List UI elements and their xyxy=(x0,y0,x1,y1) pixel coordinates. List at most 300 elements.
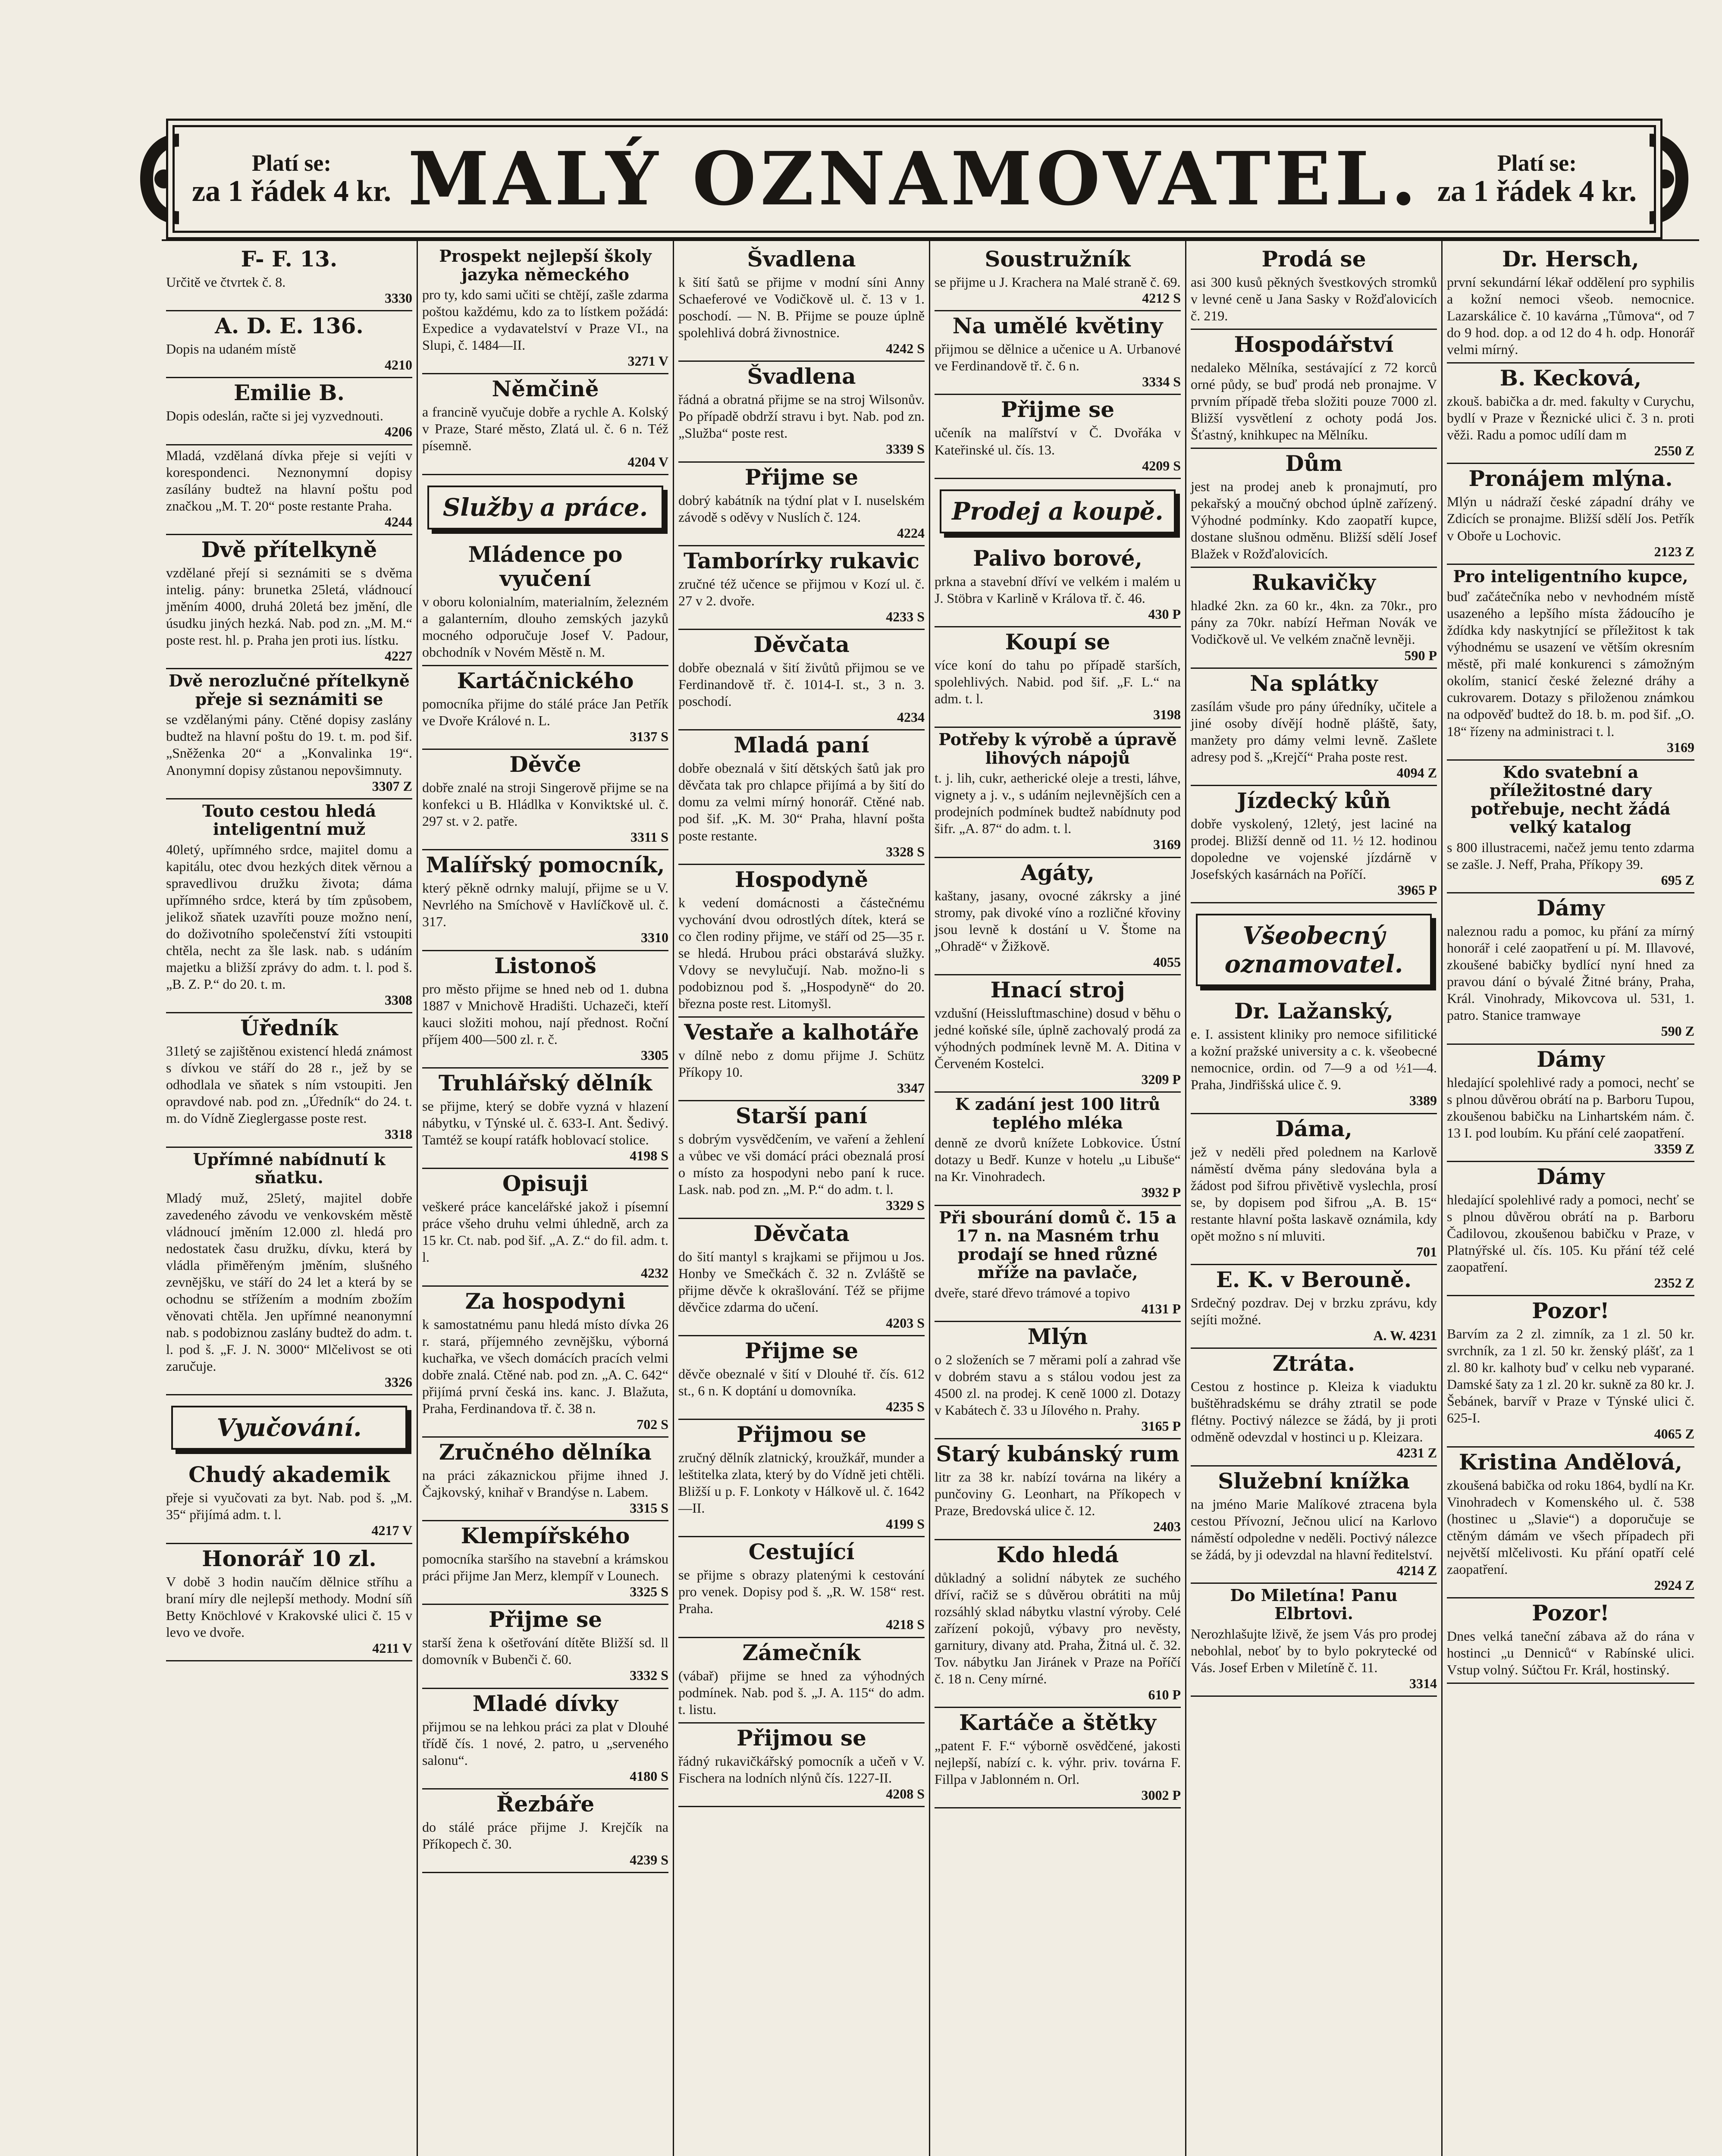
classified-ad xyxy=(166,1148,412,1396)
ad-body: se přijme, který se dobře vyzná v hlazení nábytku, v Týnské ul. č. 633-I. Ant. Šedivý. Tamtéž se koupí ratáfk hoblovací stolice. xyxy=(422,1098,668,1147)
ad-columns xyxy=(162,239,1699,2156)
classified-ad xyxy=(166,378,412,445)
ad-code: 4211 V xyxy=(372,1640,412,1656)
classified-ad xyxy=(1447,1162,1694,1296)
ad-code: 4210 xyxy=(385,357,412,373)
classified-ad xyxy=(935,1322,1181,1439)
ad-body: k šití šatů se přijme v modní síni Anny Schaeferové ve Vodičkově ul. č. 13 v 1. poschodí. — N. B. Přijme se pouze úplně spolehlivá dobrá živnostnice. xyxy=(678,274,925,341)
ad-heading: Jízdecký kůň xyxy=(1237,788,1391,813)
classified-ad xyxy=(166,445,412,535)
ad-body: e. I. assistent kliniky pro nemoce sifilitické a kožní pražské university a c. k. všeobecné nemocnice, ordin. od 7—9 a od ½1—4. Praha, Jindřišská ulice č. 9. xyxy=(1191,1026,1437,1093)
classified-ad xyxy=(1447,565,1694,761)
classified-ad xyxy=(1447,1296,1694,1447)
ad-heading: Klempířského xyxy=(461,1523,630,1549)
ad-body: o 2 složeních se 7 měrami polí a zahrad vše v dobrém stavu a s stálou vodou jest za 4500 zl. na prodej. K ceně 1000 zl. Dotazy v Kabátech č. 33 u Jílového n. Prahy. xyxy=(935,1352,1181,1418)
ad-heading: Mladé dívky xyxy=(472,1690,618,1716)
ad-heading: Mladá paní xyxy=(734,732,869,758)
ad-code: 4209 S xyxy=(1142,458,1181,473)
rate-left-line2: za 1 řádek 4 kr. xyxy=(192,174,392,208)
ad-heading: Úředník xyxy=(240,1015,338,1041)
ad-code: 4224 xyxy=(897,525,925,541)
ad-code: 3271 V xyxy=(627,353,668,369)
rate-left-line1: Platí se: xyxy=(251,150,332,176)
classified-ad xyxy=(422,1069,668,1169)
ad-code: 3314 xyxy=(1409,1676,1437,1692)
ad-body: se vzdělanými pány. Ctěné dopisy zaslány budtež na hlavní poštu do 19. t. m. pod šif. „Sněženka 20“ a „Konvalinka 19“. Anonymní dopisy zůstanou nepovšimnuty. xyxy=(166,711,412,778)
ad-code: 4199 S xyxy=(886,1516,925,1532)
classified-ad xyxy=(166,669,412,799)
ad-heading: Listonoš xyxy=(494,953,596,978)
ad-body: v oboru kolonialním, materialním, železném a galanterním, dlouho zemských jazyků mocného odporučuje Josef V. Padour, obchodník v Novém Městě n. M. xyxy=(422,593,668,660)
ad-code: 4217 V xyxy=(371,1523,412,1539)
classified-ad xyxy=(935,728,1181,858)
ad-heading: Pro inteligentního kupce, xyxy=(1453,566,1688,586)
ad-heading: Dům xyxy=(1285,451,1342,476)
ad-body: (vábař) přijme se hned za výhodných podmínek. Nab. pod š. „J. A. 115“ do adm. t. listu. xyxy=(678,1667,925,1717)
ad-code: 4227 xyxy=(385,648,412,664)
ad-heading: Hospodářství xyxy=(1234,332,1394,357)
classified-ad xyxy=(422,1521,668,1605)
classified-ad xyxy=(678,1336,925,1420)
classified-ad xyxy=(422,1605,668,1689)
ad-code: 4214 Z xyxy=(1396,1562,1437,1578)
ad-code: 4065 Z xyxy=(1654,1426,1694,1442)
ad-body: s dobrým vysvědčením, ve vaření a žehlení a vůbec ve vši domácí práci obeznalá prosí o místo za hospodyni nebo paní k ruce. Lask. nab. pod zn. „M. P.“ do adm. t. l. xyxy=(678,1131,925,1197)
column-4 xyxy=(930,241,1186,2156)
ad-body: jest na prodej aneb k pronajmutí, pro pekařský a moučný obchod úplně zařízený. Výhodné podmínky. Kdo zaopatří kupce, dostane slušnou odměnu. Bližší sdělí Josef Blažek v Rožďalovicích. xyxy=(1191,479,1437,562)
ad-heading: Honorář 10 zl. xyxy=(202,1545,376,1571)
classified-ad xyxy=(935,975,1181,1093)
ad-code: 4206 xyxy=(385,424,412,440)
column-6 xyxy=(1443,241,1699,2156)
classified-ad xyxy=(166,1460,412,1544)
ad-body: děvče obeznalé v šití v Dlouhé tř. čís. 612 st., 6 n. K doptání u domovníka. xyxy=(678,1366,925,1398)
ad-code: 695 Z xyxy=(1661,872,1694,888)
section-heading: Prodej a koupě. xyxy=(940,489,1176,533)
ad-code: 4232 xyxy=(641,1265,668,1281)
ad-code: 3165 P xyxy=(1141,1418,1181,1434)
classified-ad xyxy=(678,362,925,462)
ad-code: 3339 S xyxy=(886,441,925,457)
ad-code: 3359 Z xyxy=(1654,1141,1694,1156)
ad-body: zkoušená babička od roku 1864, bydlí na Kr. Vinohradech v Komenského ul. č. 538 (hostinec u „Slavie“) a doporučuje se ctěným dámám ve všech případech při největší mlčelivosti. Ku přání opatří celé zaopatření. xyxy=(1447,1477,1694,1577)
ad-body: pomocníka přijme do stálé práce Jan Petřík ve Dvoře Králové n. L. xyxy=(422,696,668,728)
ad-code: 590 P xyxy=(1404,647,1437,663)
ad-body: Mladá, vzdělaná dívka přeje si vejíti v korespondenci. Neznonymní dopisy zasílány budtež na hlavní poštu pod značkou „M. T. 20“ poste restante Praha. xyxy=(166,447,412,514)
ad-body: V době 3 hodin naučím dělnice stříhu a braní míry dle nejlepší methody. Modní síň Betty Knöchlové v Krakovské ulici č. 15 v levo ve dvoře. xyxy=(166,1573,412,1640)
ad-heading: Hnací stroj xyxy=(990,977,1125,1003)
ad-body: buď začátečníka nebo v nevhodném místě usazeného a lepšího místa žádoucího je ždídka kdy naskytnjící se příležitost k tak výhodnému se usazení ve větším okresním městě, při malé konkurenci s zámožným okolím, stanicí české železné dráhy a cukrovarem. Dotazy s přiloženou známkou na odpověď budtež do 18. b. m. pod šif. „O. 18“ řízeny na administraci t. l. xyxy=(1447,589,1694,739)
classified-ad xyxy=(678,1537,925,1638)
classified-ad xyxy=(422,951,668,1069)
ad-heading: Starý kubánský rum xyxy=(936,1441,1179,1467)
ad-body: Srdečný pozdrav. Dej v brzku zprávu, kdy sejíti možné. xyxy=(1191,1295,1437,1328)
ad-code: 702 S xyxy=(637,1416,668,1432)
ad-heading: Pronájem mlýna. xyxy=(1468,466,1673,492)
classified-ad xyxy=(678,630,925,730)
ad-body: Mlýn u nádraží české západní dráhy ve Zdicích se pronajme. Bližší sdělí Jos. Petřík v Oboře u Lochovic. xyxy=(1447,494,1694,543)
ad-code: 3334 S xyxy=(1142,374,1181,390)
ad-heading: Dámy xyxy=(1537,1163,1605,1189)
classified-ad xyxy=(935,244,1181,311)
ad-heading: Potřeby k výrobě a úpravě lihových nápojů xyxy=(938,730,1177,768)
ad-body: zasílám všude pro pány úředníky, učitele a jiné osoby dívějí hodně pláště, šaty, manžety pro dámy velmi levně. Zašlete adresy pod š. „Krejčí“ Praha poste rest. xyxy=(1191,698,1437,765)
ad-heading: Touto cestou hledá inteligentní muž xyxy=(202,801,376,839)
ad-heading: Při sbourání domů č. 15 a 17 n. na Masném trhu prodají se hned různé mříže na pavlače, xyxy=(939,1207,1176,1282)
classified-ad xyxy=(678,1018,925,1101)
ad-code: 3932 P xyxy=(1141,1185,1181,1200)
classified-ad xyxy=(422,1169,668,1286)
ad-code: 2924 Z xyxy=(1654,1577,1694,1593)
ad-heading: Palivo borové, xyxy=(973,545,1142,571)
ad-heading: Kristina Andělová, xyxy=(1459,1449,1683,1475)
ad-body: nedaleko Mělníka, sestávající z 72 korců orné půdy, se buď prodá neb pronajme. V prvním případě třeba složiti pouze 7000 zl. Bližší vysvětlení z ochoty podá Jos. Šťastný, knihkupec na Mělníku. xyxy=(1191,360,1437,443)
ad-heading: Rukavičky xyxy=(1252,570,1376,595)
classified-ad xyxy=(166,535,412,669)
ad-code: 4218 S xyxy=(886,1617,925,1633)
ad-heading: Kartáče a štětky xyxy=(959,1710,1156,1736)
classified-ad xyxy=(1447,364,1694,464)
ad-heading: Děvčata xyxy=(753,632,850,658)
ad-code: 701 xyxy=(1416,1244,1437,1260)
ad-heading: Cestující xyxy=(748,1539,855,1565)
ad-code: 3169 xyxy=(1153,837,1181,852)
left-ornament-icon xyxy=(132,125,179,233)
ad-body: řádný rukavičkářský pomocník a učeň v V. Fischera na lodních nlýnů čís. 1227-II. xyxy=(678,1753,925,1786)
ad-heading: B. Kecková, xyxy=(1499,365,1642,391)
classified-ad xyxy=(1191,330,1437,449)
ad-heading: Starší paní xyxy=(735,1103,868,1129)
ad-heading: Opisuji xyxy=(502,1171,589,1197)
ad-body: jež v neděli před polednem na Karlově náměstí dvěma pány sledována byla a žádost pod šifrou přivětivě vyslechla, prosí se, by dopisem pod šifrou „A. B. 15“ restante hlavní pošta laskavě oznámila, kdy opět možno s ní mluviti. xyxy=(1191,1144,1437,1244)
rate-left xyxy=(192,151,391,207)
section-heading: Všeobecný oznamovatel. xyxy=(1196,914,1432,986)
ad-code: 3318 xyxy=(385,1126,412,1142)
classified-ad xyxy=(422,1438,668,1521)
ad-code: 4242 S xyxy=(886,341,925,357)
ad-body: litr za 38 kr. nabízí továrna na likéry a punčoviny G. Leonhart, na Příkopech v Praze, Bredovská ulice č. 12. xyxy=(935,1469,1181,1519)
ad-code: 4094 Z xyxy=(1396,765,1437,780)
ad-heading: Ztráta. xyxy=(1272,1351,1355,1376)
rate-right-line1: Platí se: xyxy=(1497,150,1577,176)
ad-code: 4239 S xyxy=(630,1852,668,1868)
ad-body: t. j. lih, cukr, aetherické oleje a tresti, láhve, vignety a j. v., s udáním nejlevnějších cen a prodejních podmínek budtež nabídnuty pod šifr. „A. 87“ do adm. t. l. xyxy=(935,770,1181,837)
ad-heading: Přijmou se xyxy=(736,1422,866,1448)
ad-body: asi 300 kusů pěkných švestkových stromků v levné ceně u Jana Sasky v Rožďalovicích č. 219. xyxy=(1191,274,1437,324)
ad-body: Mladý muž, 25letý, majitel dobře zavedeného závodu ve venkovském městě vládnoucí jměním 12.000 zl. hledá pro nedostatek času družku, dívku, která by vládla přiměřeným jměním, slušného zevnějšku, ve stáří do 24 let a která by se ochodnu se střížením a modním zbožím věnovati chtěla. Jen upřímné neanonymní nab. s podobiznou zaslány budtež do adm. t. l. pod š. „F. J. N. 3000“ Mlčelivost se oti zaručuje. xyxy=(166,1190,412,1374)
ad-heading: Za hospodyni xyxy=(465,1288,626,1314)
ad-heading: Malířský pomocník, xyxy=(426,852,665,878)
classified-ad xyxy=(678,546,925,630)
ad-body: naleznou radu a pomoc, ku přání za mírný honorář i celé zaopatření u pí. M. Illavové, zkoušené babičky bydlící nyní hned za pravou dání o bývalé Žitné brány, Praha, Král. Vinohrady, Mikovcova ul. 531, 1. patro. Stanice tramwaye xyxy=(1447,923,1694,1023)
ad-code: 590 Z xyxy=(1661,1023,1694,1039)
ad-code: 4231 Z xyxy=(1396,1445,1437,1461)
ad-heading: Vestaře a kalhotáře xyxy=(684,1019,919,1045)
classified-ad xyxy=(935,858,1181,975)
classified-ad xyxy=(678,1219,925,1336)
ad-body: Dopis na udaném místě xyxy=(166,341,296,357)
ad-code: 4203 S xyxy=(886,1315,925,1331)
ad-code: 4208 S xyxy=(886,1786,925,1802)
ad-heading: Zručného dělníka xyxy=(439,1439,652,1465)
newspaper-title: MALÝ OZNAMOVATEL. xyxy=(408,136,1421,222)
ad-code: 2352 Z xyxy=(1654,1275,1694,1291)
ad-code: 4212 S xyxy=(1142,290,1181,306)
ad-heading: Pozor! xyxy=(1532,1298,1609,1324)
ad-body: Nerozhlašujte lživě, že jsem Vás pro prodej nebohlal, neboť by to bylo pokrytecké od Vás. Josef Erben v Miletíně č. 11. xyxy=(1191,1626,1437,1676)
classified-ad xyxy=(1191,997,1437,1114)
classified-ad xyxy=(935,1708,1181,1808)
ad-heading: Prospekt nejlepší školy jazyka německého xyxy=(439,246,652,284)
ad-heading: Děvče xyxy=(509,752,581,777)
ad-code: 3310 xyxy=(641,930,668,946)
ad-body: Dopis odeslán, račte si jej vyzvednouti. xyxy=(166,408,383,424)
ad-body: důkladný a solidní nábytek ze suchého dříví, račiž se s důvěrou obrátiti na můj rozsáhlý sklad nábytku vlastní výroby. Celé zařízení pokojů, výbavy pro nevěsty, garnitury, divany atd. Praha, Žitná ul. č. 32. Tov. nábytku Jan Jiránek v Praze na Poříčí č. 18 n. Ceny mírné. xyxy=(935,1570,1181,1686)
classified-ad xyxy=(166,244,412,311)
ad-body: k samostatnému panu hledá místo dívka 26 r. stará, příjemného zevnějšku, výborná kuchařka, ve všech domácích pracích velmi dobře znalá. Ctěné nab. pod zn. „A. C. 642“ přijímá první česká ins. kanc. J. Blažuta, Praha, Ferdinandova tř. č. 38 n. xyxy=(422,1316,668,1416)
ad-heading: Švadlena xyxy=(747,364,856,389)
ad-heading: Služební knížka xyxy=(1218,1468,1410,1494)
classified-ad xyxy=(935,1093,1181,1206)
ad-heading: Tamborírky rukavic xyxy=(683,548,920,573)
classified-ad xyxy=(1447,893,1694,1044)
ad-body: zkouš. babička a dr. med. fakulty v Curychu, bydlí v Praze v Řeznické ulici č. 3 n. proti věži. Radu a pomoc udílí dam m xyxy=(1447,393,1694,443)
ad-body: vzdělané přejí si seznámiti se s dvěma intelig. pány: brunetka 25letá, vládnoucí jměním 4000, druhá 20letá bez jmění, dle úsudku jiných hezká. Nab. pod zn. „M. M.“ poste rest. hl. p. Praha jen proti ius. lístku. xyxy=(166,564,412,648)
ad-code: 4204 V xyxy=(627,454,668,470)
ad-code: 3389 xyxy=(1409,1093,1437,1109)
ad-heading: Mládence po vyučení xyxy=(468,541,623,591)
classified-ad xyxy=(1447,464,1694,564)
ad-heading: Přijme se xyxy=(744,464,859,490)
classified-ad xyxy=(422,1689,668,1789)
ad-body: přijmou se na lehkou práci za plat v Dlouhé třídě čís. 1 nové, 2. patro, u „serveného salonu“. xyxy=(422,1718,668,1768)
ad-body: prkna a stavební dříví ve velkém i malém u J. Stöbra v Karlině v Králova tř. č. 46. xyxy=(935,573,1181,606)
ad-body: Určitě ve čtvrtek č. 8. xyxy=(166,274,286,290)
ad-body: Cestou z hostince p. Kleiza k viaduktu buštěhradskému se dráhy ztratil se pode flétny. Poctivý nálezce se žádá, by ji proti odměně odevzdal v hostinci u p. Kleizara. xyxy=(1191,1379,1437,1445)
column-5 xyxy=(1186,241,1443,2156)
ad-body: „patent F. F.“ výborně osvědčené, jakosti nejlepší, nabízí c. k. výhr. priv. továrna F. Fillpa v Jablonném n. Orl. xyxy=(935,1738,1181,1787)
classified-ad xyxy=(1191,568,1437,668)
ad-body: vzdušní (Heissluftmaschine) dosud v běhu o jedné koňské síle, úplně zachovalý prodá za výhodných podmínek levně M. A. Ditina v Červeném Kostelci. xyxy=(935,1005,1181,1072)
ad-body: první sekundární lékař oddělení pro syphilis a kožní nemoci všeob. nemocnice. Lazarskálice č. 10 kavárna „Tůmova“, od 7 do 9 hod. dop. a od 12 do 4 h. odp. Honorář velmi mírný. xyxy=(1447,274,1694,357)
ad-heading: Pozor! xyxy=(1532,1600,1609,1626)
ad-code: 4235 S xyxy=(886,1398,925,1414)
ad-body: zručné též učence se přijmou v Kozí ul. č. 27 v 2. dvoře. xyxy=(678,576,925,608)
ad-body: v dílně nebo z domu přijme J. Schütz Příkopy 10. xyxy=(678,1047,925,1080)
classified-ad xyxy=(1447,761,1694,893)
classified-ad xyxy=(422,750,668,850)
right-ornament-icon xyxy=(1650,125,1697,233)
ad-body: učeník na malířství v Č. Dvořáka v Kateřinské ul. čís. 13. xyxy=(935,425,1181,458)
classified-ad xyxy=(422,666,668,750)
classified-ad xyxy=(935,311,1181,395)
classified-ad xyxy=(1191,1114,1437,1265)
ad-heading: Děvčata xyxy=(753,1220,850,1246)
classified-ad xyxy=(935,627,1181,728)
ad-heading: Kartáčnického xyxy=(457,667,634,693)
ad-heading: Dámy xyxy=(1537,1046,1605,1072)
ad-code: 4131 P xyxy=(1141,1300,1181,1316)
ad-body: pro ty, kdo sami učiti se chtějí, zašle zdarma poštou každému, kdo za to lístkem požádá: Expedice a vydavatelství v Praze VI., na Slupi, č. 1484—II. xyxy=(422,287,668,353)
section-heading: Služby a práce. xyxy=(427,486,663,530)
ad-heading: Kdo hledá xyxy=(996,1542,1119,1567)
ad-code: 3315 S xyxy=(630,1500,668,1516)
classified-ad xyxy=(1191,1349,1437,1466)
ad-heading: A. D. E. 136. xyxy=(215,313,364,339)
ad-code: 3325 S xyxy=(630,1584,668,1600)
classified-ad xyxy=(166,1013,412,1147)
ad-body: a francině vyučuje dobře a rychle A. Kolský v Praze, Staré město, Zlatá ul. č. 6 n. Též písemně. xyxy=(422,404,668,454)
ad-heading: Dvě nerozlučné přítelkyně přeje si seznámiti se xyxy=(169,671,410,709)
ad-code: 3307 Z xyxy=(372,778,412,794)
ad-heading: Truhlářský dělník xyxy=(438,1070,652,1096)
ad-code: 3308 xyxy=(385,992,412,1008)
ad-heading: Přijme se xyxy=(488,1607,602,1633)
ad-heading: Emilie B. xyxy=(234,380,345,406)
ad-heading: Kdo svatební a příležitostné dary potřebuje, necht žádá velký katalog xyxy=(1471,762,1671,837)
ad-body: přijmou se dělnice a učenice u A. Urbanové ve Ferdinandově tř. č. 6 n. xyxy=(935,341,1181,374)
ad-code: 2550 Z xyxy=(1654,443,1694,459)
ad-heading: Dáma, xyxy=(1275,1116,1352,1141)
ad-body: Barvím za 2 zl. zimník, za 1 zl. 50 kr. svrchník, za 1 zl. 50 kr. ženský plášť, za 1 zl. 80 kr. kalhoty buď v celku neb vyparané. Damské šaty za 1 zl. 20 kr. sukně za 80 kr. J. Šebánek, barvíř v Praze v Týnské ulici č. 625-I. xyxy=(1447,1326,1694,1426)
ad-heading: Agáty, xyxy=(1021,859,1095,885)
rate-right-line2: za 1 řádek 4 kr. xyxy=(1437,174,1637,208)
ad-body: do stálé práce přijme J. Krejčík na Příkopech č. 30. xyxy=(422,1819,668,1852)
classified-ad xyxy=(935,1206,1181,1322)
classified-ad xyxy=(1191,244,1437,330)
classified-ad xyxy=(166,1544,412,1661)
ad-code: 3330 xyxy=(385,290,412,306)
ad-body: veškeré práce kancelářské jakož i písemní práce všeho druhu velmi úhledně, arch za 15 kr. Ct. nab. pod šif. „A. Z.“ do fil. adm. t. l. xyxy=(422,1199,668,1265)
classified-ad xyxy=(166,799,412,1014)
ad-heading: Přijme se xyxy=(744,1338,859,1363)
ad-body: dobrý kabátník na týdní plat v I. nuselském závodě s oděvy v Nuslích č. 124. xyxy=(678,492,925,525)
classified-ad xyxy=(935,544,1181,627)
ad-body: přeje si vyučovati za byt. Nab. pod š. „M. 35“ přijímá adm. t. l. xyxy=(166,1490,412,1523)
ad-code: 3347 xyxy=(897,1080,925,1096)
ad-heading: Koupí se xyxy=(1005,629,1110,655)
ad-body: na jméno Marie Malíkové ztracena byla cestou Přívozní, Ječnou ulicí na Karlovo náměstí odpoledne v neděli. Poctivý nálezce se žádá, by ji odevzdal na hlavní ředitelství. xyxy=(1191,1496,1437,1562)
classified-ad xyxy=(678,1420,925,1537)
ad-heading: Dr. Hersch, xyxy=(1502,246,1639,272)
ad-heading: Hospodyně xyxy=(734,866,869,892)
ad-heading: Přijmou se xyxy=(736,1725,866,1751)
classified-ad xyxy=(935,395,1181,479)
ad-body: pro město přijme se hned neb od 1. dubna 1887 v Mnichově Hradišti. Uchazeči, kteří kauci složiti mohou, nají přednost. Roční příjem 400—500 zl. r. č. xyxy=(422,981,668,1047)
ad-body: k vedení domácnosti a částečnému vychování dvou odrostlých dítek, která se co člen rodiny přijme, ve stáří od 25—35 r. se hledá. Hrubou práci obstarává služky. Vdovy se nevylučují. Nab. možno-li s podobiznou pod š. „Hospodyně“ do 20. března poste rest. Litomyšl. xyxy=(678,894,925,1011)
ad-heading: Řezbáře xyxy=(496,1791,595,1817)
column-3 xyxy=(674,241,930,2156)
ad-heading: Dvě přítelkyně xyxy=(201,536,377,562)
ad-heading: Dámy xyxy=(1537,895,1605,921)
masthead xyxy=(173,125,1656,233)
ad-code: 3332 S xyxy=(630,1667,668,1683)
classified-ad xyxy=(166,311,412,378)
ad-heading: Přijme se xyxy=(1001,397,1115,423)
ad-code: 4180 S xyxy=(630,1768,668,1784)
ad-heading: Švadlena xyxy=(747,246,856,272)
ad-code: 3326 xyxy=(385,1374,412,1390)
classified-ad xyxy=(678,730,925,865)
ad-body: se přijme s obrazy platenými k cestování pro venek. Dopisy pod š. „R. W. 158“ rest. Praha. xyxy=(678,1567,925,1617)
ad-heading: Chudý akademik xyxy=(188,1462,390,1488)
classified-ad xyxy=(935,1540,1181,1708)
ad-body: dobře vyskolený, 12letý, jest laciné na prodej. Bližší denně od 11. ½ 12. hodinou dopoledne ve vojenské jízdárně v Josefských kasárnách na Poříčí. xyxy=(1191,816,1437,882)
classified-ad xyxy=(1191,1265,1437,1349)
ad-body: do šití mantyl s krajkami se přijmou u Jos. Honby ve Smečkách č. 32 n. Zvláště se přijme děvče k okrašlování. Též se přijme děvčice zdarma do učení. xyxy=(678,1248,925,1315)
classified-ad xyxy=(678,463,925,546)
ad-heading: Na umělé květiny xyxy=(952,313,1163,339)
ad-body: hledající spolehlivé rady a pomoci, nechť se s plnou důvěrou obrátí na p. Barboru Tupou, zkoušenou babičku na Linhartském nám. č. 13 I. pod loubím. Ku přání celé zaopatření. xyxy=(1447,1074,1694,1141)
classified-ad xyxy=(678,1101,925,1219)
ad-body: dobře obeznalá v šití živůtů přijmou se ve Ferdinandově tř. č. 1014-I. st., 3 n. 3. poschodí. xyxy=(678,660,925,709)
classified-ad xyxy=(1191,1467,1437,1584)
ad-heading: E. K. v Berouně. xyxy=(1216,1267,1412,1292)
classified-ad xyxy=(935,1439,1181,1540)
ad-body: starší žena k ošetřování dítěte Bližší sd. ll domovník v Bubenči č. 60. xyxy=(422,1635,668,1667)
ad-code: 430 P xyxy=(1148,606,1181,622)
ad-body: který pěkně odrnky malují, přijme se u V. Nevrlého na Smíchově v Havlíčkově ul. č. 317. xyxy=(422,880,668,930)
ad-body: zručný dělník zlatnický, kroužkář, munder a leštitelka zlata, který by do Vídně jeti chtěli. Bližší u p. F. Lonkoty v Hálkově ul. č. 1642—II. xyxy=(678,1450,925,1516)
ad-code: 3137 S xyxy=(630,728,668,744)
ad-heading: K zadání jest 100 litrů teplého mléka xyxy=(955,1094,1161,1132)
ad-body: dobře znalé na stroji Singerově přijme se na konfekci u B. Hládlka v Konviktské ul. č. 297 st. v 2. patře. xyxy=(422,780,668,829)
ad-body: 31letý se zajištěnou existencí hledá známost s dívkou ve stáří do 28 r., jež by se odhodlala ve sňatek s ním vstoupiti. Jen opravdové nab. pod zn. „Úředník“ do 24. t. m. do Vídně Zieglergasse poste rest. xyxy=(166,1043,412,1126)
ad-code: 3329 S xyxy=(886,1197,925,1213)
ad-heading: Zámečník xyxy=(742,1639,861,1665)
ad-code: 3209 P xyxy=(1141,1072,1181,1087)
rate-right xyxy=(1437,151,1637,207)
classified-ad xyxy=(1191,1584,1437,1697)
classified-ad xyxy=(678,244,925,362)
classified-ad xyxy=(1191,449,1437,568)
ad-body: kaštany, jasany, ovocné zákrsky a jiné stromy, pak divoké víno a rozličné křoviny jsou levně k dostání u V. Štome na „Ohradě“ v Žižkově. xyxy=(935,887,1181,954)
classified-ad xyxy=(1447,1448,1694,1598)
ad-body: hladké 2kn. za 60 kr., 4kn. za 70kr., pro pány za 70kr. nabízí Heřman Novák ve Vodičkově ul. Ve velkém značně levněji. xyxy=(1191,598,1437,647)
ad-body: se přijme u J. Krachera na Malé straně č. 69. xyxy=(935,274,1181,290)
classified-ad xyxy=(1447,244,1694,364)
ad-body: pomocníka staršího na stavební a krámskou práci přijme Jan Merz, klempíř v Lounech. xyxy=(422,1551,668,1584)
ad-code: 3305 xyxy=(641,1047,668,1063)
ad-code: 4244 xyxy=(385,514,412,530)
classified-ad xyxy=(1447,1045,1694,1162)
ad-heading: Na splátky xyxy=(1250,670,1378,696)
ad-code: 4233 S xyxy=(886,608,925,624)
column-1 xyxy=(162,241,418,2156)
ad-heading: Upřímné nabídnutí k sňatku. xyxy=(193,1149,386,1188)
classified-ad xyxy=(422,374,668,475)
ad-code: 2123 Z xyxy=(1654,543,1694,559)
ad-code: 3311 S xyxy=(630,829,668,845)
ad-body: na práci zákaznickou přijme ihned J. Čajkovský, knihař v Brandýse n. Labem. xyxy=(422,1467,668,1500)
ad-code: 610 P xyxy=(1148,1686,1181,1702)
ad-code: 4234 xyxy=(897,709,925,725)
classified-ad xyxy=(422,540,668,666)
classified-ad xyxy=(1191,786,1437,903)
ad-heading: Němčině xyxy=(492,376,599,402)
ad-code: 3965 P xyxy=(1397,882,1437,898)
classified-ad xyxy=(1447,1598,1694,1684)
ad-code: A. W. 4231 xyxy=(1373,1328,1437,1344)
ad-heading: F- F. 13. xyxy=(241,246,338,272)
classified-ad xyxy=(678,1638,925,1724)
classified-ad xyxy=(422,850,668,951)
ad-body: denně ze dvorů knížete Lobkovice. Ústní dotazy u Bedř. Kunze v hotelu „u Libuše“ na Kr. Vinohradech. xyxy=(935,1135,1181,1185)
column-2 xyxy=(418,241,674,2156)
section-heading: Vyučování. xyxy=(171,1406,407,1450)
ad-code: 3002 P xyxy=(1141,1787,1181,1803)
ad-code: 4198 S xyxy=(630,1148,668,1164)
